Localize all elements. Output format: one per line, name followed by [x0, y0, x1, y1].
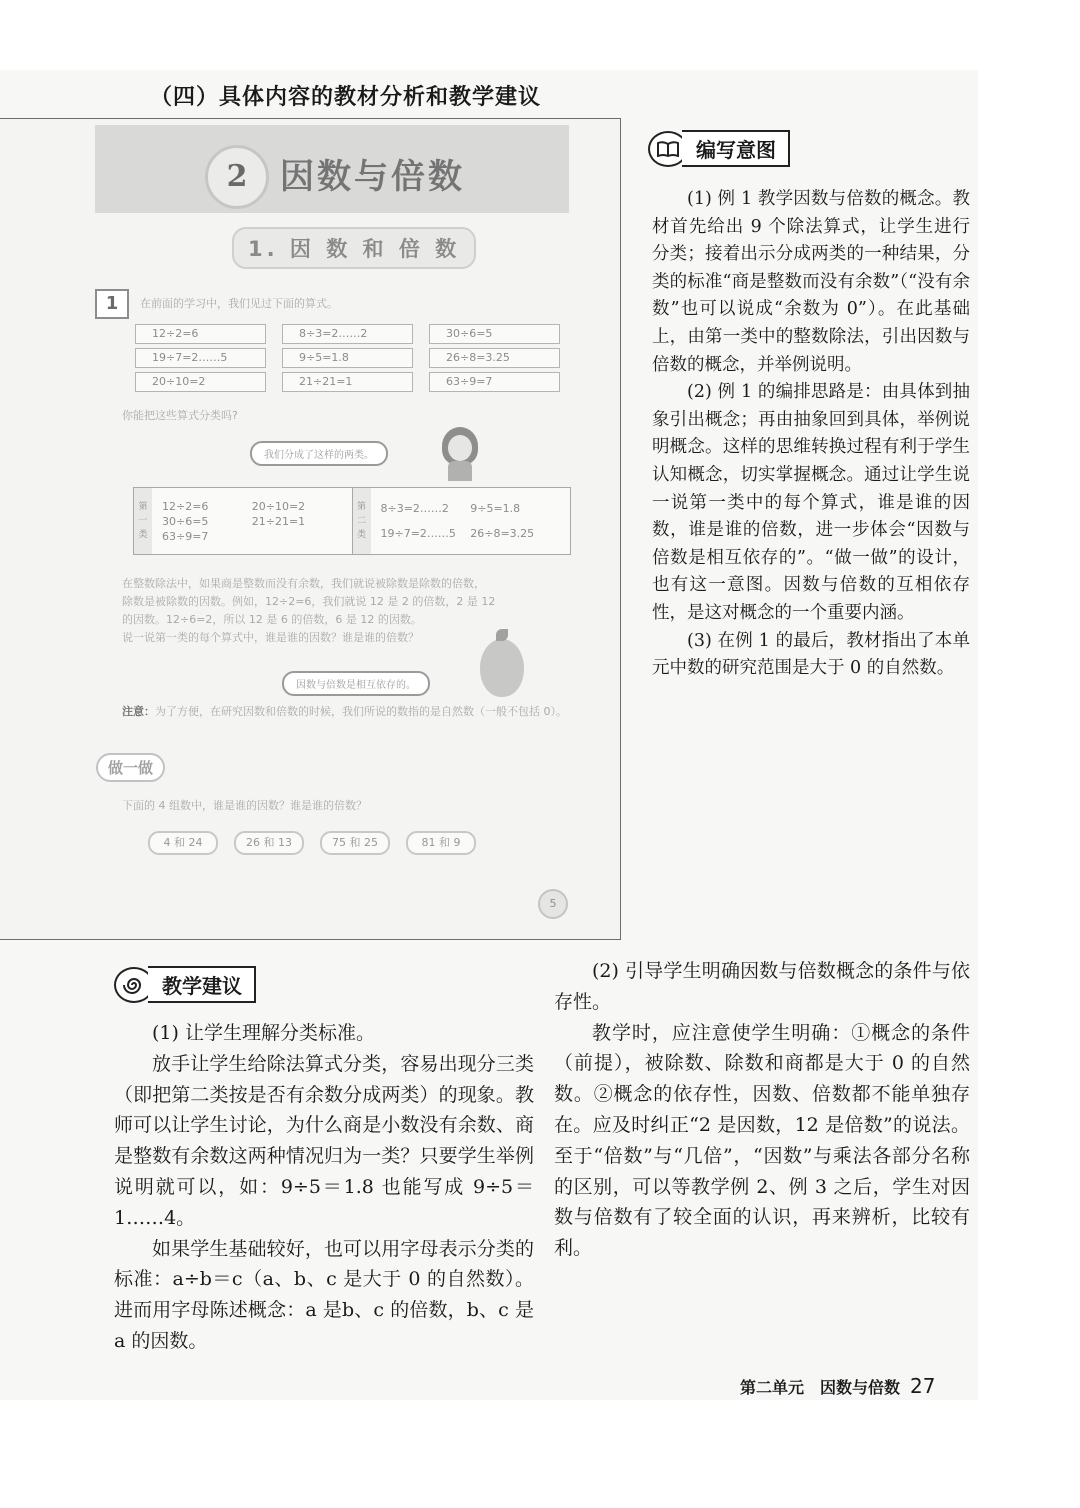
pear-mascot-illustration [480, 639, 524, 697]
page-footer [740, 1374, 935, 1398]
advice-paragraph: 教学时，应注意使学生明确：①概念的条件（前提），被除数、除数和商都是大于 0 的自然数。②概念的依存性，因数、倍数都不能单独存在。应及时纠正“2 是因数，12 是倍数”的说法。至于“倍数”与“几倍”，“因数”与乘法各部分名称的区别，可以等教学例 2、例 3 之后，学生对因数与倍数有了较全面的认识，再来辨析，比较有利。 [554, 1021, 970, 1260]
class-two-items: 8÷3=2……2 9÷5=1.8 19÷7=2……5 26÷8=3.25 [380, 502, 535, 540]
equation: 63÷9=7 [429, 372, 560, 392]
intent-paragraph: (1) 例 1 教学因数与倍数的概念。教材首先给出 9 个除法算式，让学生进行分类；接着出示分成两类的一种结果，分类的标准“商是整数而没有余数”（“没有余数”也可以说成“余数为 0”）。在此基础上，由第一类中的整数除法，引出因数与倍数的概念，并举例说明。 [652, 189, 970, 375]
textbook-page-image [0, 118, 621, 940]
equation: 21÷21=1 [282, 372, 413, 392]
advice-paragraph: (2) 引导学生明确因数与倍数概念的条件与依存性。 [554, 960, 970, 1013]
advice-paragraph: (1) 让学生理解分类标准。 [152, 1022, 375, 1044]
chapter-banner [95, 125, 569, 213]
do-it-question: 下面的 4 组数中，谁是谁的因数？谁是谁的倍数？ [122, 799, 367, 812]
girl-illustration [440, 427, 480, 481]
example-intro: 在前面的学习中，我们见过下面的算式。 [140, 297, 338, 310]
classify-question: 你能把这些算式分类吗? [122, 409, 238, 422]
intent-paragraph: (3) 在例 1 的最后，教材指出了本单元中数的研究范围是大于 0 的自然数。 [652, 630, 970, 679]
do-it-tag: 做一做 [96, 753, 165, 782]
equation: 8÷3=2……2 [282, 324, 413, 344]
chapter-title: 因数与倍数 [280, 157, 465, 197]
pear-speech-bubble: 因数与倍数是相互依存的。 [282, 671, 430, 696]
advice-paragraph: 放手让学生给除法算式分类，容易出现分三类（即把第二类按是否有余数分成两类）的现象。教师可以让学生讨论，为什么商是小数没有余数、商是整数有余数这两种情况归为一类？只要学生举例说明就可以，如：9÷5＝1.8 也能写成 9÷5＝1……4。 [114, 1052, 534, 1229]
number-pairs [148, 831, 476, 855]
equation: 30÷6=5 [429, 324, 560, 344]
footer-page-number: 27 [910, 1374, 936, 1398]
chapter-number: 2 [205, 145, 269, 209]
equation: 12÷2=6 [135, 324, 266, 344]
class-two-label: 第 二 类 [353, 488, 371, 554]
intent-header [648, 130, 790, 167]
section-title: （四）具体内容的教材分析和教学建议 [150, 85, 542, 110]
number-pair: 81 和 9 [406, 831, 476, 855]
number-pair: 4 和 24 [148, 831, 218, 855]
advice-right-column [554, 956, 970, 1264]
advice-left-column [114, 1018, 534, 1357]
girl-speech-bubble: 我们分成了这样的两类。 [250, 441, 388, 466]
lesson-title: 1. 因 数 和 倍 数 [232, 227, 476, 269]
advice-header-label: 教学建议 [148, 966, 256, 1003]
footer-unit: 第二单元 因数与倍数 [740, 1378, 901, 1397]
definition-text: 在整数除法中，如果商是整数而没有余数，我们就说被除数是除数的倍数， 除数是被除数的因数。例如，12÷2=6，我们就说 12 是 2 的倍数，2 是 12 的因数。12÷6=2，所以 12 是 6 的倍数，6 是 12 的因数。 说一说第一类的每个算式中，谁是谁的因数？谁是谁的倍数？ [122, 577, 496, 644]
equation: 9÷5=1.8 [282, 348, 413, 368]
intent-paragraph: (2) 例 1 的编排思路是：由具体到抽象引出概念；再由抽象回到具体，举例说明概念。这样的思维转换过程有利于学生认知概念，切实掌握概念。通过让学生说一说第一类中的每个算式，谁是谁的因数，谁是谁的倍数，进一步体会“因数与倍数是相互依存的”。“做一做”的设计，也有这一意图。因数与倍数的互相依存性，是这对概念的一个重要内涵。 [652, 382, 970, 623]
equation: 20÷10=2 [135, 372, 266, 392]
intent-body [652, 186, 970, 683]
class-one-items: 12÷2=6 20÷10=2 30÷6=5 21÷21=1 63÷9=7 [162, 499, 306, 543]
number-pair: 75 和 25 [320, 831, 390, 855]
number-pair: 26 和 13 [234, 831, 304, 855]
intent-header-label: 编写意图 [682, 130, 790, 167]
note-text: 注意：为了方便，在研究因数和倍数的时候，我们所说的数指的是自然数（一般不包括 0）。 [122, 705, 567, 718]
advice-header [114, 966, 256, 1003]
advice-paragraph: 如果学生基础较好，也可以用字母表示分类的标准：a÷b＝c（a、b、c 是大于 0 的自然数）。进而用字母陈述概念：a 是b、c 的倍数，b、c 是a 的因数。 [114, 1237, 534, 1352]
example-number: 1 [95, 289, 129, 319]
classification-table [133, 487, 571, 555]
equation-grid [135, 324, 560, 392]
equation: 19÷7=2……5 [135, 348, 266, 368]
textbook-page-number: 5 [538, 889, 568, 919]
equation: 26÷8=3.25 [429, 348, 560, 368]
class-one-label: 第 一 类 [134, 488, 152, 554]
